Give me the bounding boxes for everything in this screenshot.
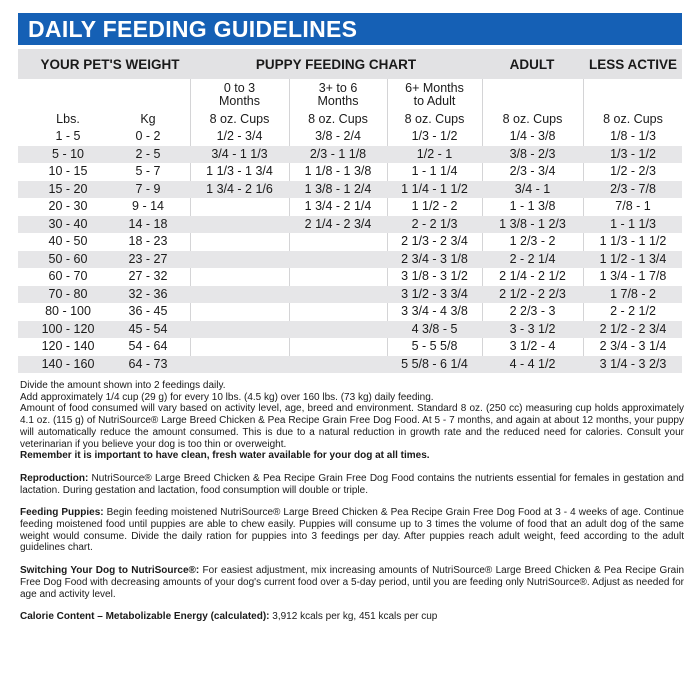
feeding-notes	[20, 380, 684, 623]
cell-less-active-cups: 1 1/2 - 1 3/4	[599, 251, 667, 266]
cell-weight-kg: 14 - 18	[128, 216, 168, 231]
cell-less-active-cups: 2 - 2 1/2	[610, 304, 656, 318]
page-title: DAILY FEEDING GUIDELINES	[28, 16, 358, 42]
note-switching	[20, 565, 684, 600]
cell-puppy-6-adult: 4 3/8 - 5	[411, 321, 458, 336]
cell-weight-kg: 54 - 64	[128, 339, 168, 353]
table-row	[18, 163, 682, 180]
note-add: Add approximately 1/4 cup (29 g) for every 10 lbs. (4.5 kg) over 160 lbs. (73 kg) daily feeding.	[20, 391, 434, 403]
unit-cups: 8 oz. Cups	[308, 112, 368, 126]
note-water	[20, 450, 684, 462]
cell-weight-kg: 2 - 5	[135, 146, 161, 161]
cell-less-active-cups: 2 3/4 - 3 1/4	[599, 339, 667, 353]
calorie-label: Calorie Content – Metabolizable Energy (calculated):	[20, 611, 270, 623]
cell-adult-cups: 3 - 3 1/2	[509, 321, 556, 336]
cell-adult-cups: 1 3/8 - 1 2/3	[499, 216, 566, 231]
cell-weight-kg: 7 - 9	[135, 181, 161, 196]
subheader-line: Months	[317, 94, 359, 108]
cell-adult-cups: 1 - 1 3/8	[509, 199, 556, 213]
cell-adult-cups: 2 - 2 1/4	[509, 251, 556, 266]
table-row	[18, 338, 682, 355]
header-pet-weight: YOUR PET'S WEIGHT	[40, 57, 180, 72]
cell-weight-lbs: 40 - 50	[48, 234, 88, 248]
cell-adult-cups: 2 1/2 - 2 2/3	[499, 286, 566, 301]
cell-weight-lbs: 120 - 140	[41, 339, 95, 353]
feeding-puppies-label: Feeding Puppies:	[20, 507, 104, 519]
cell-adult-cups: 3/4 - 1	[514, 181, 551, 196]
subheader-6-months-adult	[387, 82, 482, 108]
cell-weight-kg: 23 - 27	[128, 251, 168, 266]
reproduction-label: Reproduction:	[20, 472, 89, 484]
cell-puppy-6-adult: 3 1/2 - 3 3/4	[401, 286, 468, 301]
cell-puppy-6-adult: 5 5/8 - 6 1/4	[401, 356, 468, 371]
unit-cups: 8 oz. Cups	[209, 112, 270, 126]
cell-adult-cups: 1 2/3 - 2	[509, 234, 556, 248]
subheader-3-6-months	[289, 82, 387, 108]
cell-puppy-6-adult: 3 3/4 - 4 3/8	[401, 304, 468, 318]
table-row	[18, 216, 682, 233]
water-reminder: Remember it is important to have clean, fresh water available for your dog at all times.	[20, 450, 430, 462]
subheader-line: 0 to 3	[223, 81, 256, 95]
table-row	[18, 356, 682, 373]
cell-weight-kg: 9 - 14	[132, 199, 164, 213]
note-calorie	[20, 611, 684, 623]
cell-puppy-6-adult: 1 1/4 - 1 1/2	[401, 181, 468, 196]
table-row	[18, 198, 682, 215]
header-adult: ADULT	[509, 57, 555, 72]
unit-cups: 8 oz. Cups	[404, 112, 465, 126]
cell-puppy-6-adult: 1/3 - 1/2	[411, 129, 458, 143]
title-banner	[18, 13, 682, 45]
table-row	[18, 128, 682, 145]
cell-less-active-cups: 2 1/2 - 2 3/4	[599, 321, 667, 336]
cell-adult-cups: 1/4 - 3/8	[509, 129, 556, 143]
cell-less-active-cups: 7/8 - 1	[615, 199, 651, 213]
feeding-puppies-text: Begin feeding moistened NutriSource® Large Breed Chicken & Pea Recipe Grain Free Dog Food at 3 - 4 weeks of age. Continue feeding moistened food until puppies are able to chew easily. Puppies will consume up to 3 times the volume of food that an adult dog of the same weight would consume. Divide the daily ration for puppies into 3 feedings per day. After puppies reach adult weight, feed according to the adult guidelines chart.	[20, 507, 684, 554]
cell-puppy-3-6: 1 3/8 - 1 2/4	[304, 181, 372, 196]
cell-puppy-6-adult: 1 1/2 - 2	[411, 199, 458, 213]
cell-puppy-3-6: 1 3/4 - 2 1/4	[304, 199, 372, 213]
cell-weight-lbs: 70 - 80	[48, 286, 88, 301]
table-row	[18, 303, 682, 320]
note-feeding-puppies	[20, 507, 684, 554]
cell-weight-lbs: 20 - 30	[48, 199, 88, 213]
switching-text: For easiest adjustment, mix increasing amounts of NutriSource® Large Breed Chicken & Pea Recipe Grain Free Dog Food with decreasing amounts of your dog's current food over a 5-day period, until you are feeding only NutriSource®. Adjust as needed for age and activity level.	[20, 565, 685, 600]
cell-puppy-0-3: 1/2 - 3/4	[216, 129, 263, 143]
cell-weight-kg: 64 - 73	[128, 356, 168, 371]
unit-cups: 8 oz. Cups	[502, 112, 563, 126]
cell-puppy-3-6: 2/3 - 1 1/8	[309, 146, 367, 161]
table-row	[18, 233, 682, 250]
unit-kg: Kg	[140, 112, 156, 126]
note-reproduction	[20, 473, 684, 496]
cell-weight-lbs: 80 - 100	[45, 304, 91, 318]
table-row	[18, 146, 682, 163]
cell-adult-cups: 3 1/2 - 4	[509, 339, 556, 353]
cell-puppy-3-6: 3/8 - 2/4	[315, 129, 361, 143]
cell-less-active-cups: 1 - 1 1/3	[610, 216, 656, 231]
cell-weight-lbs: 5 - 10	[52, 146, 84, 161]
cell-puppy-6-adult: 5 - 5 5/8	[411, 339, 458, 353]
cell-less-active-cups: 1/2 - 2/3	[610, 164, 656, 178]
cell-less-active-cups: 1 3/4 - 1 7/8	[599, 269, 667, 283]
cell-weight-lbs: 100 - 120	[41, 321, 95, 336]
subheader-line: Months	[219, 94, 260, 108]
table-row	[18, 286, 682, 303]
cell-weight-lbs: 15 - 20	[48, 181, 88, 196]
cell-adult-cups: 2 1/4 - 2 1/2	[499, 269, 566, 283]
header-puppy-chart: PUPPY FEEDING CHART	[255, 57, 417, 72]
note-amount: Amount of food consumed will vary based on activity level, age, breed and environment. Standard 8 oz. (250 cc) measuring cup holds approximately 4.1 oz. (115 g) of NutriSource® Large Breed Chicken & Pea Recipe Grain Free Dog Food. At 5 - 7 months, and again at about 12 months, your puppy will automatically reduce the amount consumed. This is due to a natural reduction in growth rate and the reduced need for calories. Consult your veterinarian if you believe your dog is too thin or overweight.	[20, 403, 684, 450]
cell-weight-lbs: 50 - 60	[48, 251, 88, 266]
note-divide: Divide the amount shown into 2 feedings daily.	[20, 380, 226, 391]
cell-puppy-0-3: 1 1/3 - 1 3/4	[206, 164, 273, 178]
switching-label: Switching Your Dog to NutriSource®:	[20, 565, 200, 577]
calorie-text: 3,912 kcals per kg, 451 kcals per cup	[269, 611, 438, 623]
cell-puppy-3-6: 1 1/8 - 1 3/8	[304, 164, 372, 178]
cell-puppy-6-adult: 2 - 2 1/3	[411, 216, 458, 231]
cell-weight-kg: 5 - 7	[135, 164, 161, 178]
table-row	[18, 321, 682, 338]
cell-puppy-6-adult: 2 1/3 - 2 3/4	[401, 234, 468, 248]
cell-weight-kg: 36 - 45	[128, 304, 168, 318]
subheader-line: 3+ to 6	[318, 81, 358, 95]
cell-puppy-6-adult: 2 3/4 - 3 1/8	[401, 251, 468, 266]
cell-puppy-6-adult: 1 - 1 1/4	[411, 164, 458, 178]
table-row	[18, 181, 682, 198]
table-row	[18, 251, 682, 268]
cell-weight-kg: 27 - 32	[128, 269, 168, 283]
cell-weight-kg: 45 - 54	[128, 321, 168, 336]
cell-puppy-3-6: 2 1/4 - 2 3/4	[304, 216, 372, 231]
cell-less-active-cups: 1/8 - 1/3	[610, 129, 656, 143]
cell-adult-cups: 3/8 - 2/3	[509, 146, 556, 161]
cell-less-active-cups: 3 1/4 - 3 2/3	[599, 356, 667, 371]
cell-weight-kg: 32 - 36	[128, 286, 168, 301]
header-less-active: LESS ACTIVE	[588, 57, 677, 72]
cell-weight-lbs: 140 - 160	[41, 356, 95, 371]
cell-less-active-cups: 1 1/3 - 1 1/2	[599, 234, 667, 248]
cell-adult-cups: 4 - 4 1/2	[509, 356, 556, 371]
cell-weight-lbs: 1 - 5	[55, 129, 81, 143]
table-row	[18, 268, 682, 285]
cell-less-active-cups: 1/3 - 1/2	[610, 146, 656, 161]
cell-less-active-cups: 1 7/8 - 2	[610, 286, 656, 301]
cell-puppy-6-adult: 1/2 - 1	[416, 146, 453, 161]
cell-puppy-0-3: 1 3/4 - 2 1/6	[206, 181, 273, 196]
subheader-line: to Adult	[413, 94, 456, 108]
cell-weight-kg: 18 - 23	[128, 234, 168, 248]
unit-lbs: Lbs.	[56, 112, 80, 126]
subheader-line: 6+ Months	[405, 81, 464, 95]
cell-adult-cups: 2/3 - 3/4	[509, 164, 556, 178]
subheader-0-3-months	[190, 82, 289, 108]
cell-less-active-cups: 2/3 - 7/8	[610, 181, 656, 196]
unit-cups: 8 oz. Cups	[603, 112, 663, 126]
reproduction-text: NutriSource® Large Breed Chicken & Pea Recipe Grain Free Dog Food contains the nutrients essential for females in gestation and lactation. During gestation and lactation, food consumption will double or triple.	[20, 472, 684, 496]
cell-weight-lbs: 10 - 15	[48, 164, 88, 178]
cell-adult-cups: 2 2/3 - 3	[509, 304, 556, 318]
cell-weight-lbs: 60 - 70	[48, 269, 88, 283]
cell-weight-kg: 0 - 2	[135, 129, 161, 143]
cell-weight-lbs: 30 - 40	[48, 216, 88, 231]
cell-puppy-6-adult: 3 1/8 - 3 1/2	[401, 269, 468, 283]
cell-puppy-0-3: 3/4 - 1 1/3	[211, 146, 268, 161]
